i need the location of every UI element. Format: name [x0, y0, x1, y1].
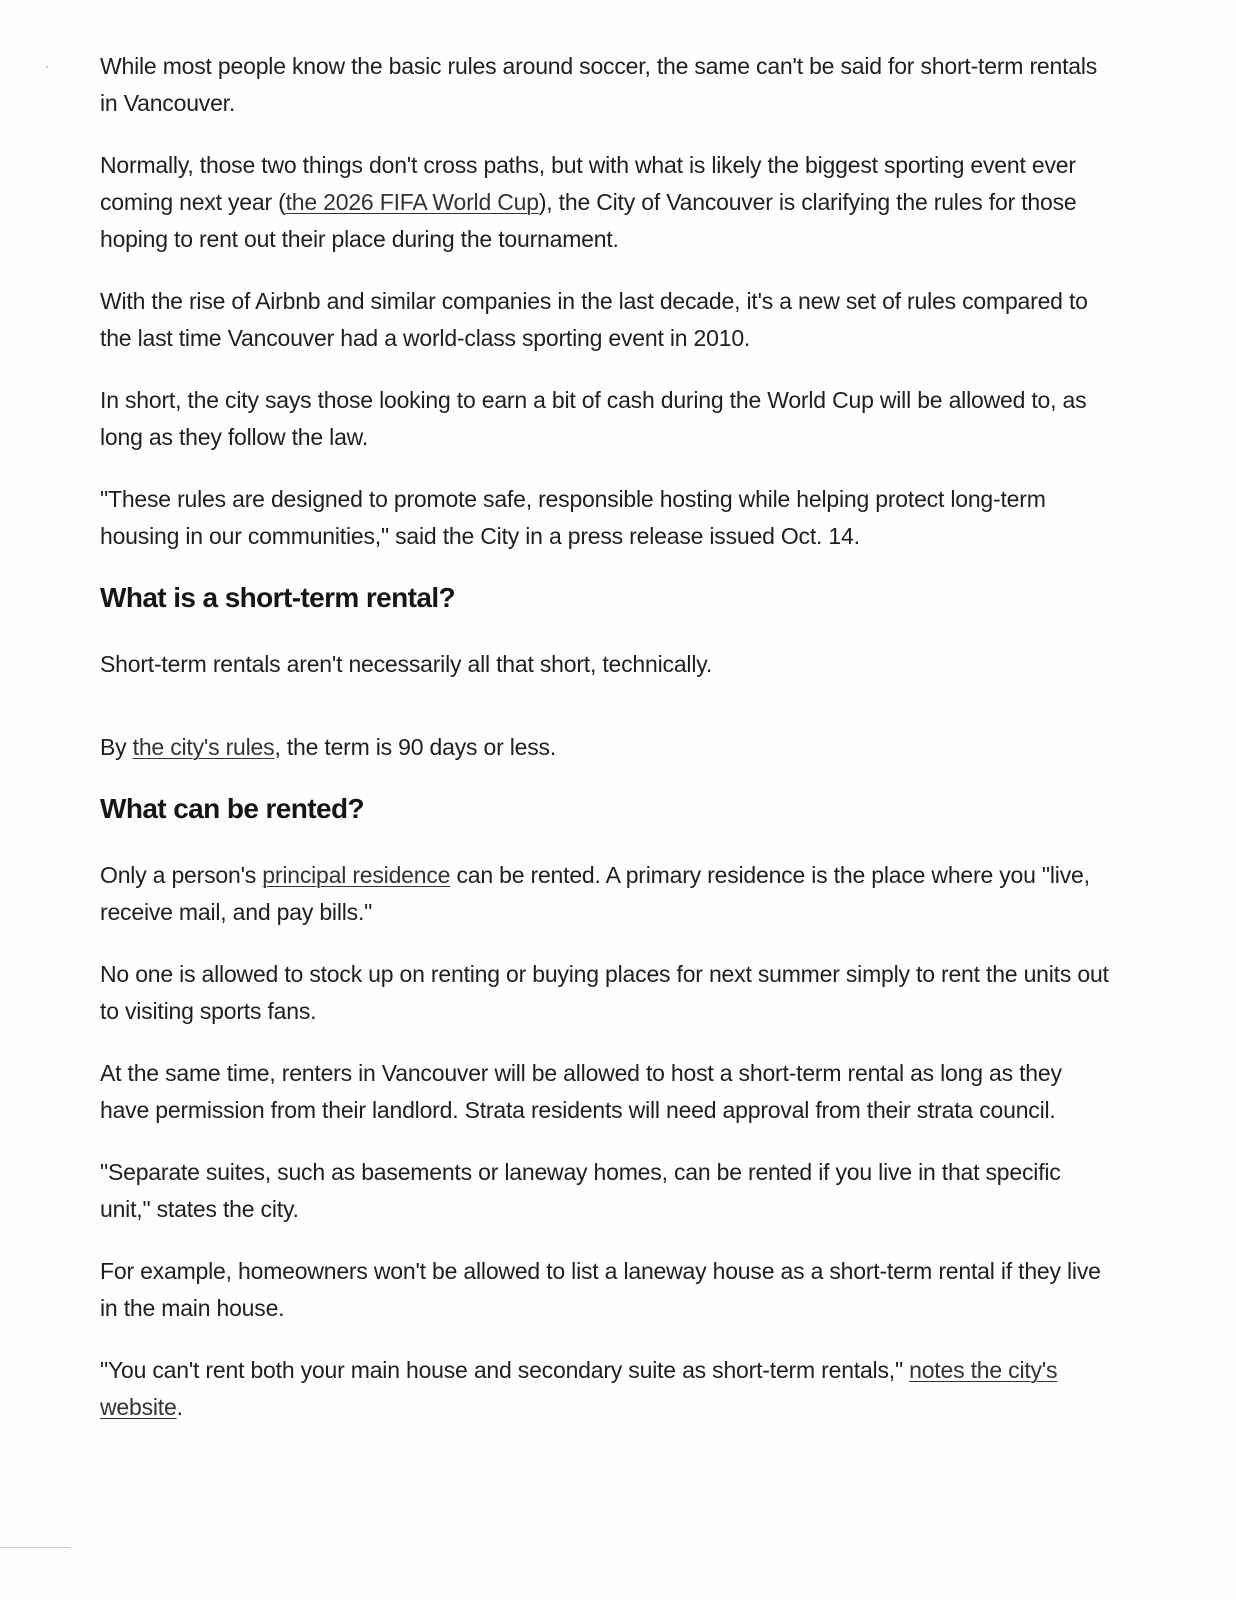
link-city-rules[interactable]: the city's rules: [132, 734, 275, 760]
paragraph-intro: While most people know the basic rules around soccer, the same can't be said for short-term rentals in Vancouver.: [100, 53, 1098, 116]
heading-what-can-be-rented: What can be rented?: [100, 793, 364, 824]
paragraph-world-cup: [100, 147, 1110, 258]
paragraph-text: Normally, those two things don't cross paths, but with what is likely the biggest sporting event ever coming next year (: [100, 152, 1076, 215]
paragraph-text: .: [176, 1394, 183, 1420]
paragraph-text: can be rented. A primary residence is the place where you "live, receive mail, and pay bills.": [100, 862, 1090, 925]
article-body: [100, 48, 1110, 1426]
scan-edge-line: [0, 1547, 70, 1548]
paragraph-renters: At the same time, renters in Vancouver will be allowed to host a short-term rental as long as they have permission from their landlord. Strata residents will need approval from their strata council.: [100, 1060, 1062, 1123]
scan-speck: [46, 66, 48, 68]
paragraph-text: Only a person's: [100, 862, 263, 888]
paragraph-principal-residence: [100, 857, 1110, 931]
paragraph-not-short: Short-term rentals aren't necessarily all that short, technically.: [100, 651, 713, 677]
paragraph-text: "You can't rent both your main house and secondary suite as short-term rentals,": [100, 1357, 910, 1383]
paragraph-main-house-quote: [100, 1352, 1110, 1426]
link-principal-residence[interactable]: principal residence: [262, 862, 451, 888]
paragraph-in-short: In short, the city says those looking to earn a bit of cash during the World Cup will be allowed to, as long as they follow the law.: [100, 387, 1087, 450]
link-fifa-world-cup[interactable]: the 2026 FIFA World Cup: [285, 189, 539, 215]
paragraph-separate-suites: "Separate suites, such as basements or laneway homes, can be rented if you live in that specific unit," states the city.: [100, 1159, 1061, 1222]
paragraph-city-rules: [100, 729, 1110, 766]
heading-what-is-short-term-rental: What is a short-term rental?: [100, 582, 456, 613]
paragraph-airbnb: With the rise of Airbnb and similar companies in the last decade, it's a new set of rules compared to the last time Vancouver had a world-class sporting event in 2010.: [100, 288, 1088, 351]
link-city-website[interactable]: notes the city's website: [100, 1357, 1058, 1420]
paragraph-text: ), the City of Vancouver is clarifying the rules for those hoping to rent out their place during the tournament.: [100, 189, 1077, 252]
paragraph-text: By: [100, 734, 133, 760]
paragraph-laneway-example: For example, homeowners won't be allowed to list a laneway house as a short-term rental if they live in the main house.: [100, 1258, 1101, 1321]
paragraph-text: , the term is 90 days or less.: [274, 734, 557, 760]
paragraph-no-stock-up: No one is allowed to stock up on renting or buying places for next summer simply to rent the units out to visiting sports fans.: [100, 961, 1109, 1024]
paragraph-quote-rules: "These rules are designed to promote safe, responsible hosting while helping protect long-term housing in our communities," said the City in a press release issued Oct. 14.: [100, 486, 1046, 549]
